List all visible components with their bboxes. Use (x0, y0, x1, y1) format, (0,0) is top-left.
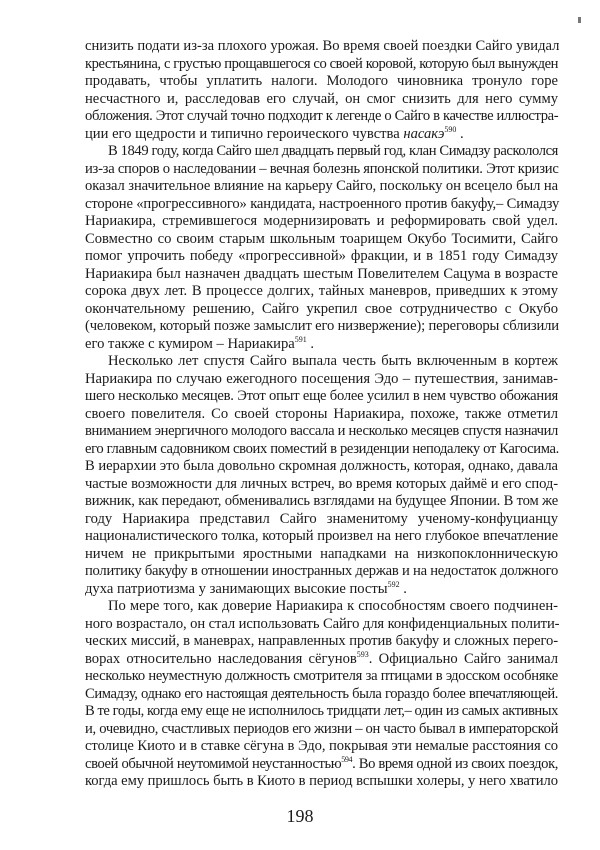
text-line (85, 511, 558, 529)
text-run: . (306, 335, 315, 352)
text-run: несколько неуместную должность смотрителя за птицами в эдосском особняке (85, 668, 558, 684)
text-run: ничем не прикрытыми яростными нападками на низкопоклонническую (85, 545, 558, 562)
text-run: его главным садовником своих поместий в резиденции неподалеку от Кагосима. (85, 440, 559, 457)
text-run: Симадзу, однако его настоящая деятельность была гораздо более впечатляющей. (85, 685, 558, 702)
text-line (85, 721, 558, 739)
text-line (85, 231, 558, 249)
text-line (85, 178, 558, 196)
text-line (85, 266, 558, 284)
text-run: сорока двух лет. В процессе долгих, тайных маневров, приведших к этому (85, 283, 558, 299)
italic-term: насакэ (403, 125, 445, 142)
text-run: своего повелителя. Со своей стороны Нариакира, похоже, также отметил (85, 405, 558, 422)
text-line (85, 91, 558, 109)
text-run: году Нариакира представил Сайго знаменитому ученому-конфуцианцу (85, 510, 558, 527)
text-line (85, 581, 558, 599)
text-line (85, 651, 558, 669)
text-line (85, 686, 558, 704)
text-run: снизить подати из-за плохого урожая. Во время своей поездки Сайго увидал (85, 38, 560, 54)
text-line (85, 248, 558, 266)
text-line (85, 423, 558, 441)
text-run: Совместно со своим старым школьным тоарищем Окубо Тосимити, Сайго (85, 230, 558, 247)
footnote-ref: 590 (444, 124, 457, 134)
text-line (85, 318, 558, 336)
text-run: ного возрастало, он стал использовать Сайго для конфиденциальных полити- (85, 615, 560, 632)
text-run: . Во время одной из своих поездок, (352, 755, 559, 772)
text-run: окончательному решению, Сайго укрепил свое сотрудничество с Окубо (85, 300, 558, 317)
text-line (85, 56, 558, 74)
text-run: . (456, 125, 464, 142)
text-run: шего несколько месяцев. Этот опыт еще более усилил в нем чувство обожания (85, 388, 558, 404)
text-run: стороне «прогрессивного» кандидата, настроенного против бакуфу,– Симадзу (85, 195, 560, 212)
paragraph (85, 143, 558, 353)
text-line (85, 283, 558, 301)
text-run: несчастного и, расследовав его случай, он смог снизить для него сумму (85, 90, 558, 107)
text-line (85, 108, 558, 126)
text-run: его также с кумиром – Нариакира (85, 335, 295, 352)
text-line (85, 703, 558, 721)
text-run: политику бакуфу в отношении иностранных держав и на недостаток должного (85, 563, 558, 579)
text-line (85, 756, 558, 774)
text-line (85, 773, 558, 791)
body-text (85, 38, 558, 791)
footnote-ref: 592 (387, 579, 400, 589)
text-run: Нариакира по случаю ежегодного посещения Эдо – путешествия, занимав- (85, 370, 558, 387)
text-line (85, 441, 558, 459)
text-run: Несколько лет спустя Сайго выпала честь быть включенным в кортеж (108, 353, 558, 369)
text-run: ворах относительно наследования сёгунов (85, 650, 357, 667)
text-run: Нариакира был назначен двадцать шестым Повелителем Сацума в возрасте (85, 265, 558, 282)
text-line (85, 213, 558, 231)
text-run: вижник, как передают, обменивались взглядами на будущее Японии. В том же (85, 493, 558, 509)
text-line (85, 738, 558, 756)
text-run: По мере того, как доверие Нариакира к способностям своего подчинен- (108, 598, 558, 614)
text-run: . (399, 580, 407, 597)
text-line (85, 598, 558, 616)
text-run: Нариакира, стремившегося модернизировать и реформировать свой удел. (85, 213, 558, 229)
text-run: оказал значительное влияние на карьеру Сайго, поскольку он всецело был на (85, 178, 558, 194)
text-line (85, 353, 558, 371)
text-line (85, 388, 558, 406)
text-run: ции его щедрости и типично героического чувства (85, 125, 404, 142)
footnote-ref: 591 (294, 334, 307, 344)
text-run: . Официально Сайго занимал (368, 650, 559, 667)
text-line (85, 668, 558, 686)
paragraph (85, 598, 558, 791)
text-run: и, очевидно, счастливых периодов его жизни – он часто бывал в императорской (85, 720, 559, 737)
text-run: В те годы, когда ему еще не исполнилось тридцати лет,– один из самых активных (85, 703, 558, 719)
text-line (85, 633, 558, 651)
text-line (85, 196, 558, 214)
page-number: 198 (286, 806, 314, 826)
text-run: (человеком, который позже замыслит его низвержение); переговоры сблизили (85, 318, 559, 334)
text-run: своей обычной неутомимой неустанностью (85, 755, 342, 772)
text-run: В 1849 году, когда Сайго шел двадцать первый год, клан Симадзу раскололся (108, 143, 558, 159)
text-line (85, 563, 558, 581)
text-line (85, 301, 558, 319)
text-line (85, 546, 558, 564)
text-line (85, 528, 558, 546)
scan-mark (578, 17, 581, 23)
text-run: помог упрочить победу «прогрессивной» фракции, и в 1851 году Симадзу (85, 248, 558, 264)
text-line (85, 458, 558, 476)
text-run: из-за споров о наследовании – вечная болезнь японской политики. Этот кризис (85, 160, 559, 177)
text-line (85, 143, 558, 161)
text-run: ческих миссий, в маневрах, направленных против бакуфу и сложных перего- (85, 633, 558, 649)
text-line (85, 476, 558, 494)
text-line (85, 126, 558, 144)
text-run: В иерархии это была довольно скромная должность, которая, однако, давала (85, 458, 558, 474)
text-run: продавать, чтобы уплатить налоги. Молодого чиновника тронуло горе (85, 73, 558, 89)
paragraph (85, 353, 558, 598)
text-run: обложения. Этот случай точно подходит к легенде о Сайго в качестве иллюстра- (85, 108, 559, 124)
text-line (85, 161, 558, 179)
text-run: когда ему пришлось быть в Киото в период вспышки холеры, у него хватило (85, 773, 558, 789)
text-run: столице Киото и в ставке сёгуна в Эдо, покрывая эти немалые расстояния со (85, 738, 558, 754)
text-line (85, 493, 558, 511)
footnote-ref: 594 (341, 754, 353, 764)
text-line (85, 38, 558, 56)
text-line (85, 73, 558, 91)
text-run: крестьянина, с грустью прощавшегося со своей коровой, которую был вынужден (85, 55, 558, 72)
text-line (85, 616, 558, 634)
text-run: духа патриотизма у занимающих высокие посты (85, 580, 388, 597)
footnote-ref: 593 (356, 649, 369, 659)
text-run: частые возможности для личных встреч, во время которых даймё и его спод- (85, 475, 558, 492)
text-line (85, 371, 558, 389)
text-run: националистического толка, который произвел на него глубокое впечатление (85, 528, 558, 544)
text-line (85, 406, 558, 424)
text-run: вниманием энергичного молодого вассала и несколько месяцев спустя назначил (85, 423, 558, 439)
text-line (85, 336, 558, 354)
paragraph (85, 38, 558, 143)
